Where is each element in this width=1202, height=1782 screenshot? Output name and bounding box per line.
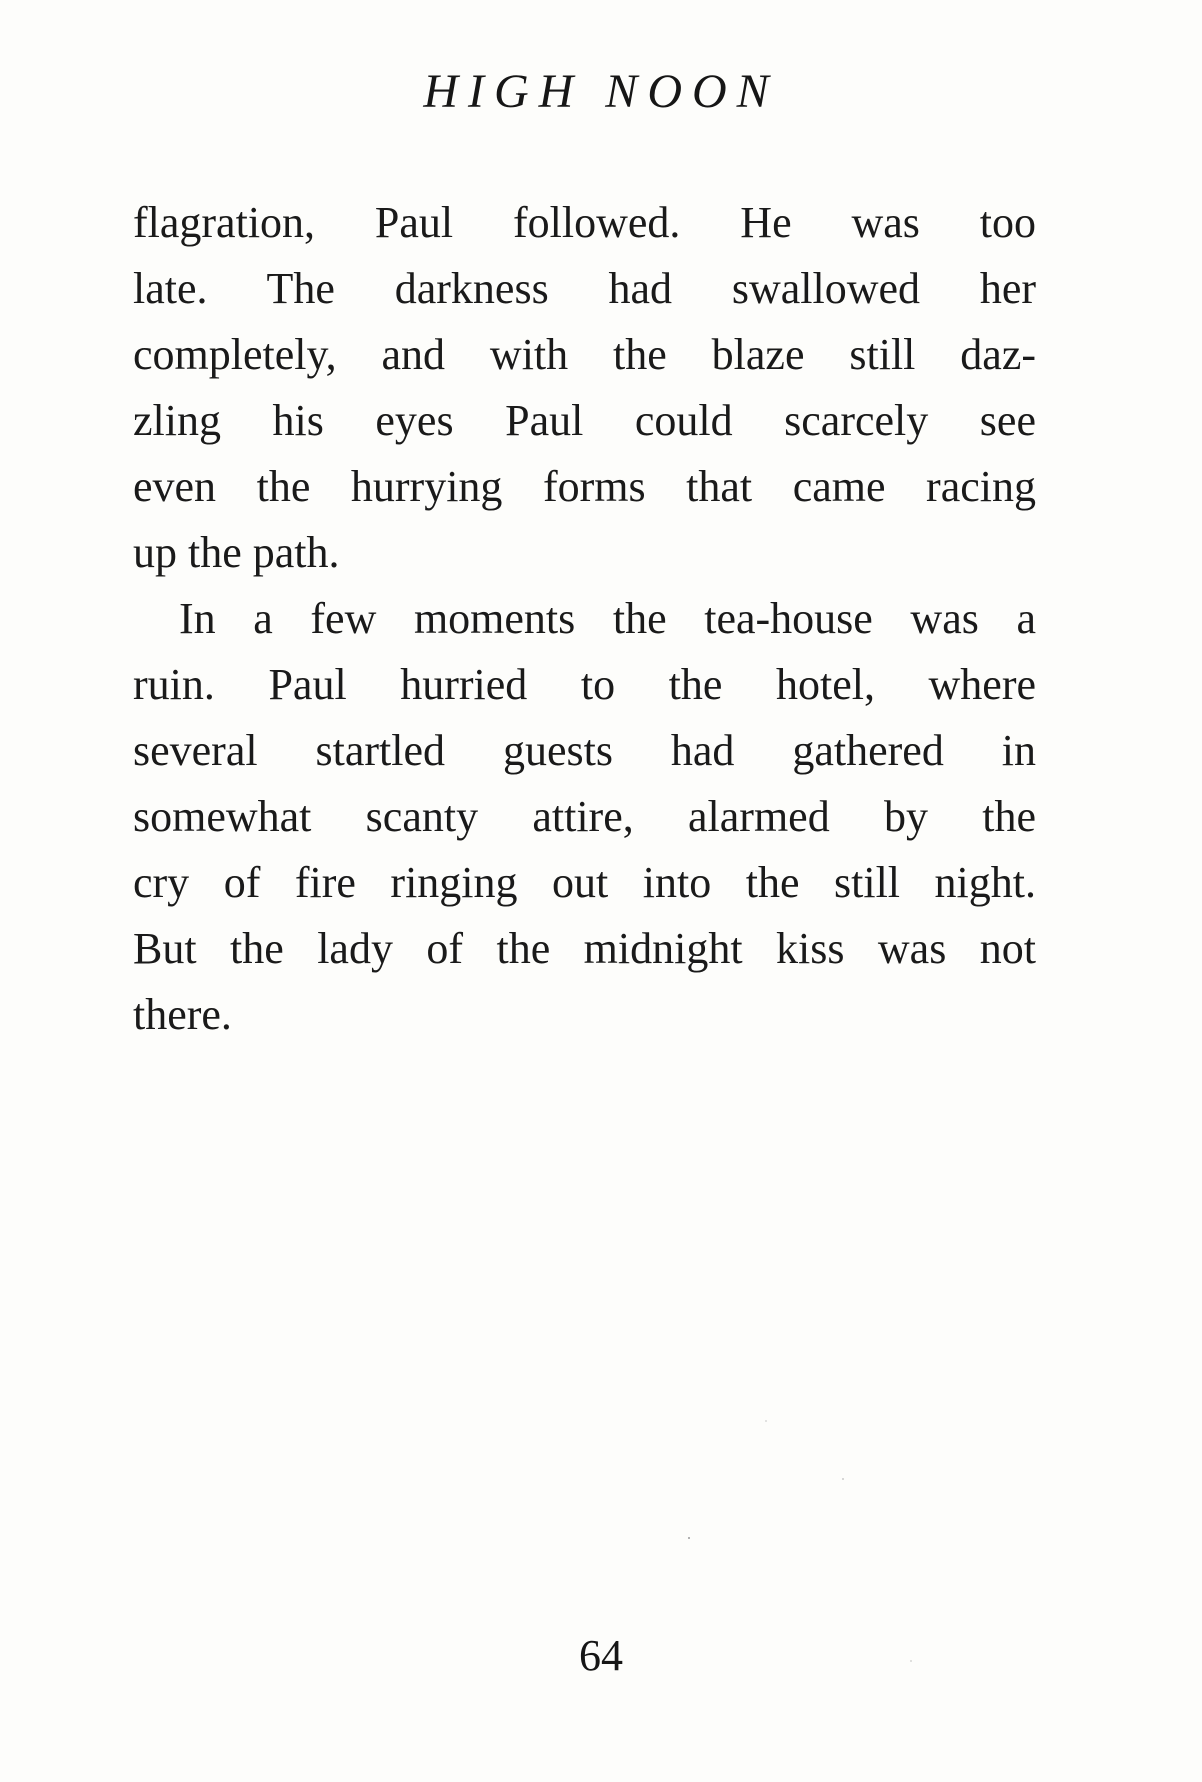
scan-speck bbox=[910, 1660, 912, 1662]
text-line: flagration, Paul followed. He was too bbox=[133, 198, 1036, 247]
scan-speck bbox=[688, 1537, 690, 1539]
text-line: there. bbox=[133, 990, 232, 1039]
text-line: even the hurrying forms that came racing bbox=[133, 462, 1036, 511]
text-line: somewhat scanty attire, alarmed by the bbox=[133, 792, 1036, 841]
text-line: late. The darkness had swallowed her bbox=[133, 264, 1036, 313]
text-line: cry of fire ringing out into the still night. bbox=[133, 858, 1036, 907]
text-line: up the path. bbox=[133, 528, 340, 577]
running-head: HIGH NOON bbox=[423, 65, 779, 118]
text-line: In a few moments the tea-house was a bbox=[179, 594, 1036, 643]
text-line: zling his eyes Paul could scarcely see bbox=[133, 396, 1036, 445]
scan-speck bbox=[842, 1478, 844, 1480]
text-line: ruin. Paul hurried to the hotel, where bbox=[133, 660, 1036, 709]
text-line: several startled guests had gathered in bbox=[133, 726, 1036, 775]
body-text bbox=[133, 190, 1036, 1048]
page-number: 64 bbox=[579, 1631, 623, 1680]
text-line: But the lady of the midnight kiss was not bbox=[133, 924, 1036, 973]
scan-speck bbox=[765, 1420, 767, 1422]
text-line: completely, and with the blaze still daz- bbox=[133, 330, 1036, 379]
